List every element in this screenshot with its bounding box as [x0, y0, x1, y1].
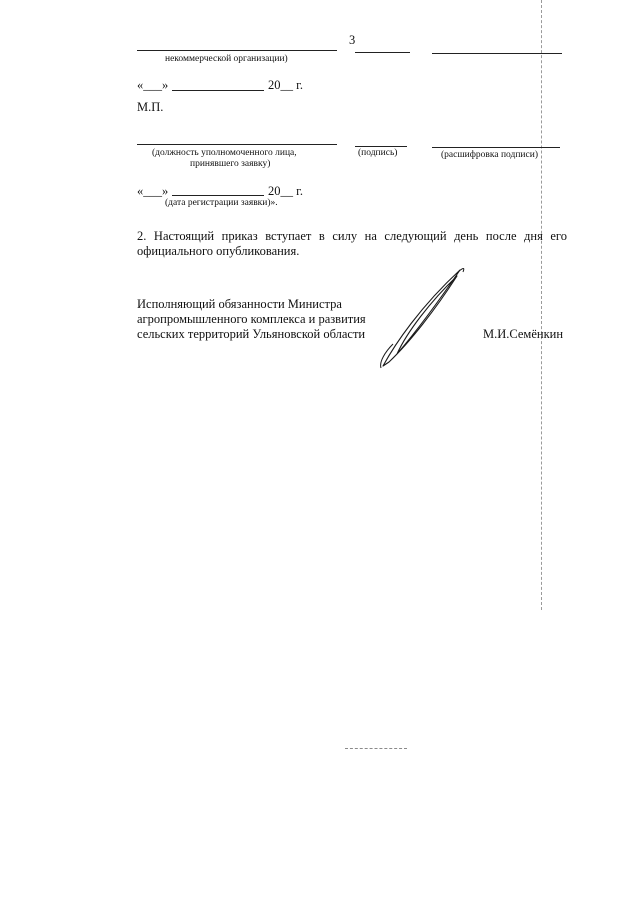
date-day-1: «___» [137, 78, 169, 92]
position-caption: (должность уполномоченного лица, [152, 148, 297, 158]
signatory-name: М.И.Семёнкин [483, 327, 564, 341]
decoding-caption: (расшифровка подписи) [441, 150, 538, 160]
org-caption: некоммерческой организации) [165, 54, 288, 64]
date-year-2: 20__ г. [268, 184, 303, 198]
paragraph-2-line2: официального опубликования. [137, 244, 300, 258]
paragraph-2-line1: 2. Настоящий приказ вступает в силу на следующий день после дня его [137, 229, 567, 243]
signature-caption: (подпись) [358, 148, 398, 158]
position-caption-line2: принявшего заявку) [190, 159, 271, 169]
registration-caption: (дата регистрации заявки)». [165, 198, 278, 208]
date-year-1: 20__ г. [268, 78, 303, 92]
stamp-place-label: М.П. [137, 100, 164, 114]
handwritten-signature [375, 262, 475, 374]
signature-line [355, 146, 407, 147]
position-line [137, 144, 337, 145]
decoding-line [432, 147, 560, 148]
org-name-line [137, 50, 337, 51]
date-day-2: «___» [137, 184, 169, 198]
decoding-line-top [432, 53, 562, 54]
signatory-title-line2: агропромышленного комплекса и развития [137, 312, 366, 326]
signatory-title-line3: сельских территорий Ульяновской области [137, 327, 366, 341]
date-month-line-2 [172, 195, 264, 196]
date-month-line-1 [172, 90, 264, 91]
signature-line-top [355, 52, 410, 53]
bottom-divider [345, 748, 407, 749]
scan-edge-line [541, 0, 542, 610]
page-number: 3 [349, 33, 356, 47]
signatory-title-line1: Исполняющий обязанности Министра [137, 297, 342, 311]
